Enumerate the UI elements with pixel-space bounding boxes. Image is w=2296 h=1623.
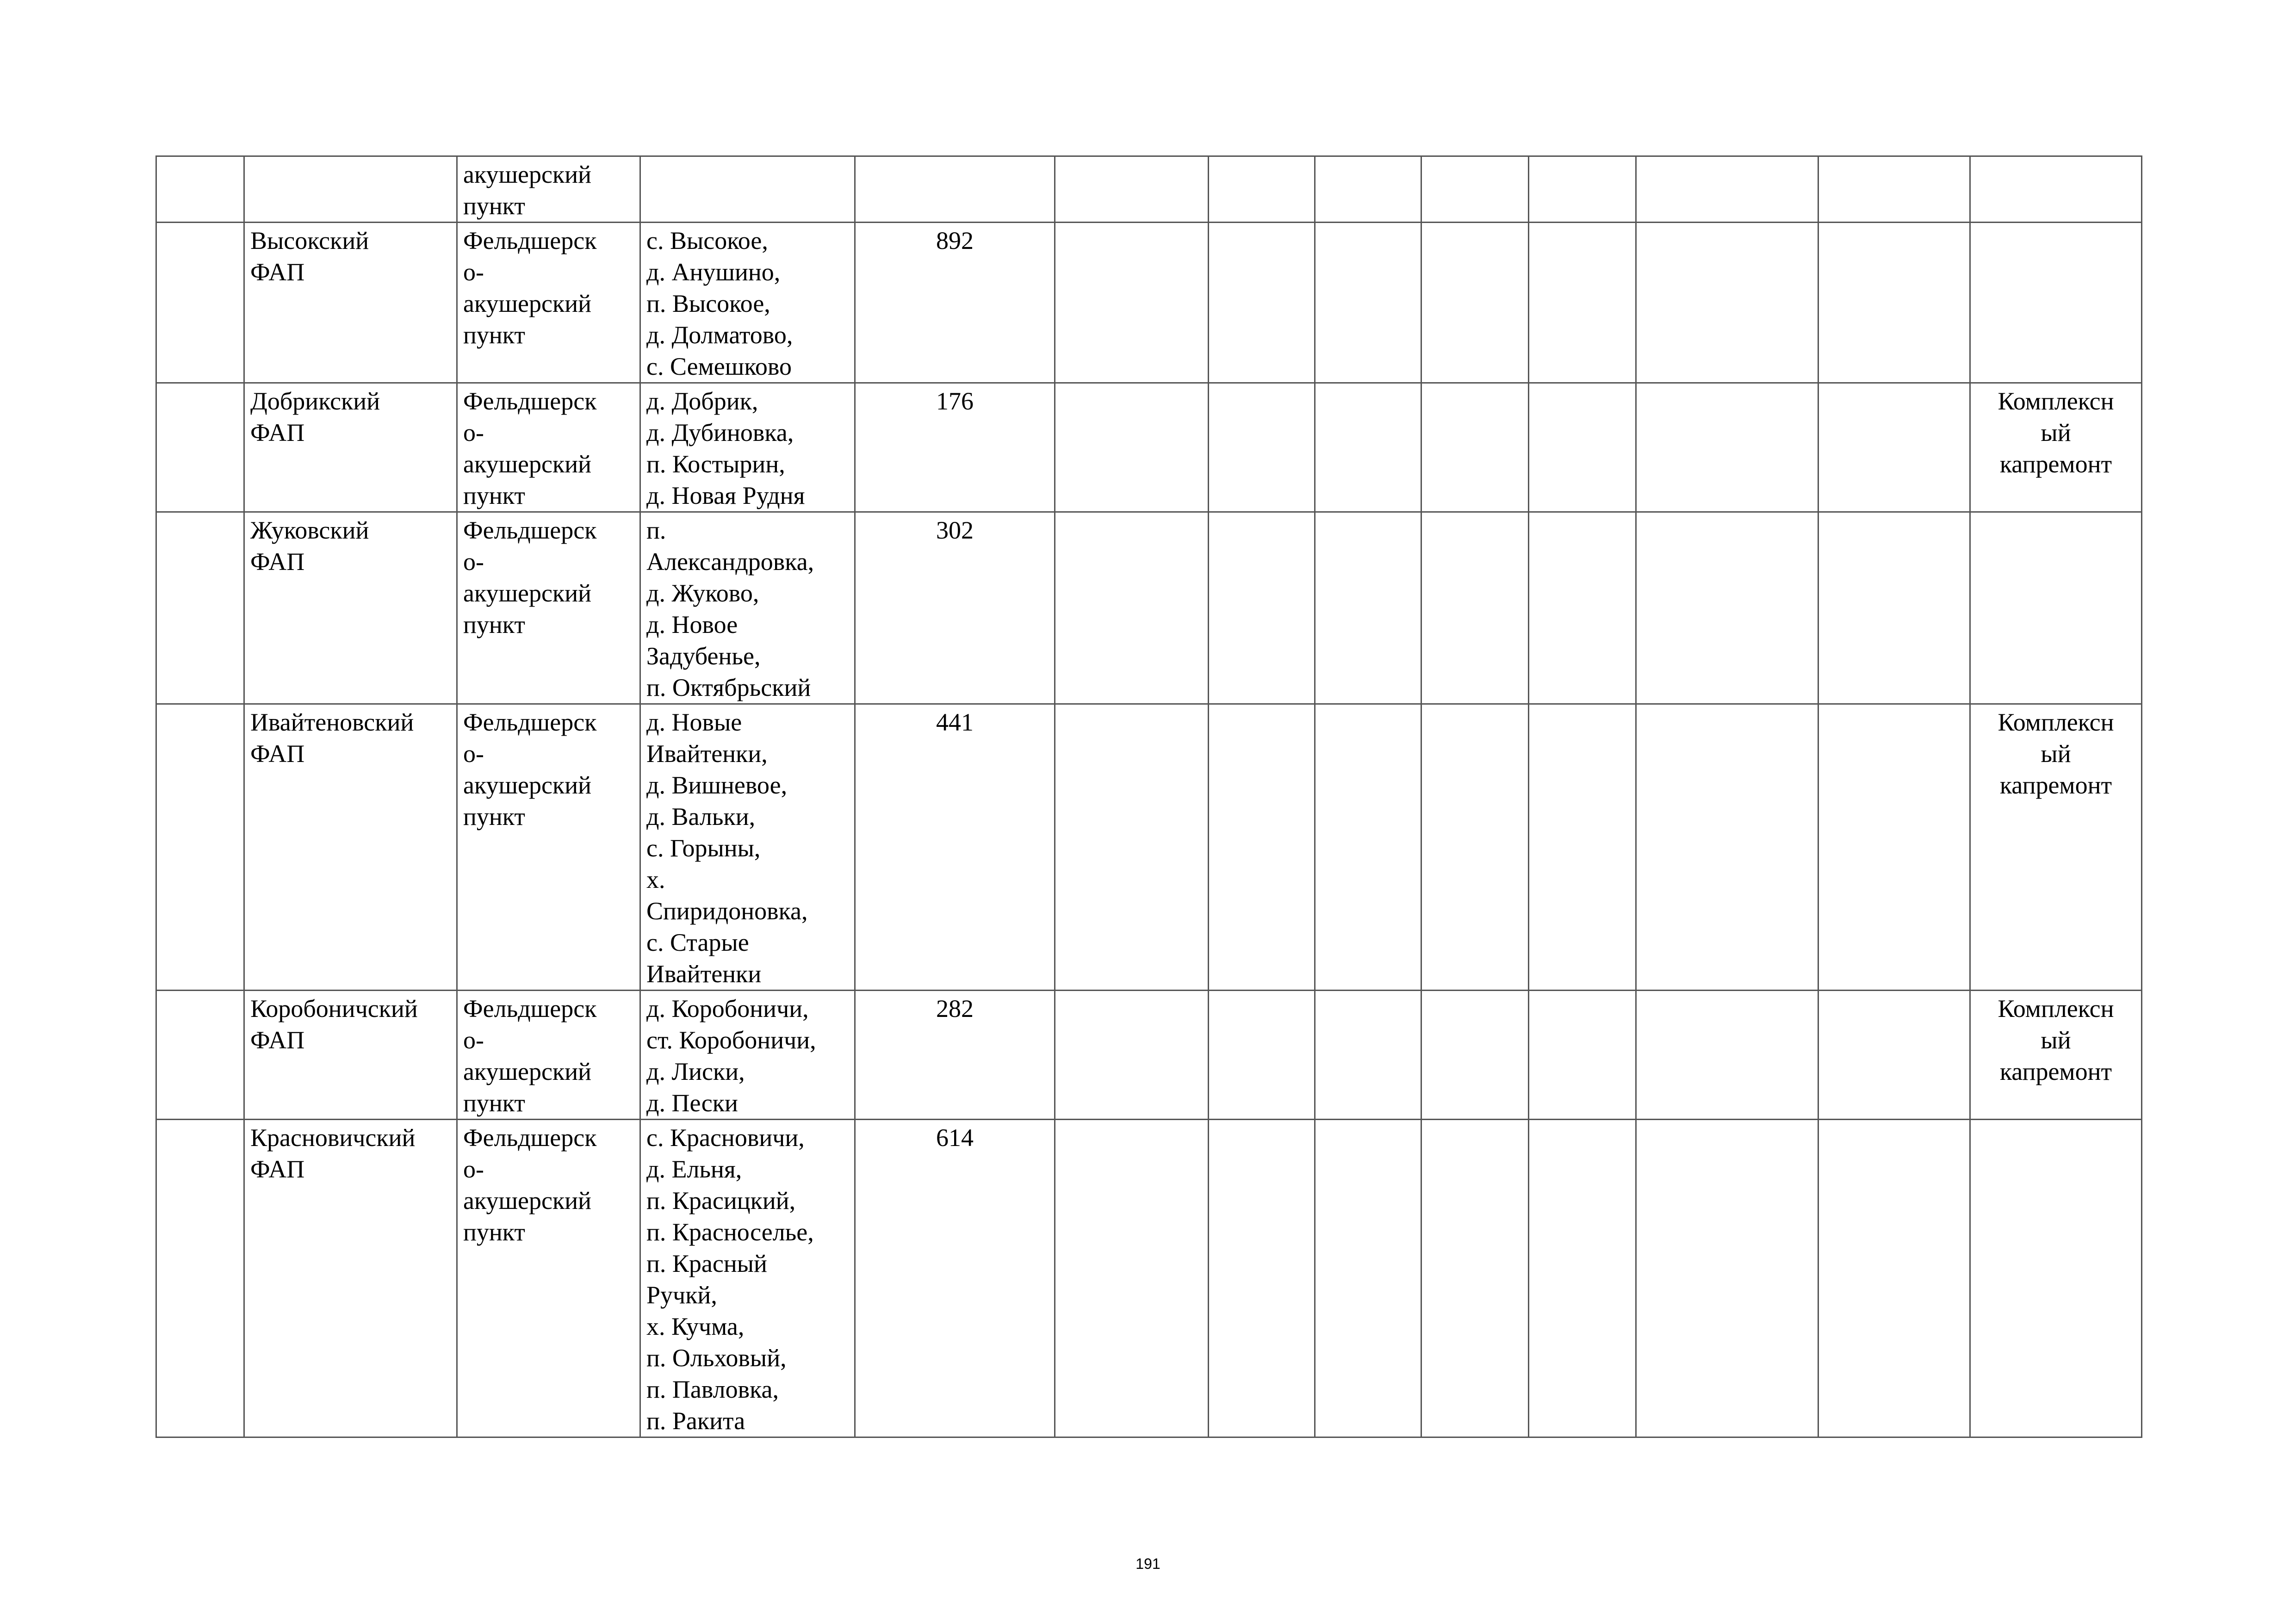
page-number: 191 [1136, 1555, 1160, 1572]
cell-empty [1315, 512, 1421, 704]
cell-facility-type: акушерский пункт [457, 156, 640, 223]
table-row [156, 383, 2142, 512]
table-row [156, 1120, 2142, 1437]
cell-empty [1055, 156, 1209, 223]
cell-empty [1421, 383, 1529, 512]
cell-empty [1209, 991, 1315, 1120]
cell-note: Комплексн ый капремонт [1970, 383, 2142, 512]
cell-empty [1421, 512, 1529, 704]
cell-empty [1818, 223, 1970, 383]
cell-fap-name: Высокский ФАП [244, 223, 457, 383]
cell-population: 302 [855, 512, 1055, 704]
cell-fap-name: Коробоничский ФАП [244, 991, 457, 1120]
cell-empty [1055, 991, 1209, 1120]
cell-population: 441 [855, 704, 1055, 991]
cell-empty [1315, 704, 1421, 991]
cell-empty [1209, 383, 1315, 512]
cell-empty [1055, 383, 1209, 512]
table-body [156, 156, 2142, 1437]
cell-empty [1209, 704, 1315, 991]
cell-empty [1529, 991, 1636, 1120]
cell-settlements: п. Александровка, д. Жуково, д. Новое Задубенье, п. Октябрьский [640, 512, 855, 704]
cell-number [156, 223, 244, 383]
cell-empty [1315, 156, 1421, 223]
cell-empty [1421, 991, 1529, 1120]
cell-population: 892 [855, 223, 1055, 383]
cell-facility-type: Фельдшерск о- акушерский пункт [457, 1120, 640, 1437]
cell-note: Комплексн ый капремонт [1970, 704, 2142, 991]
cell-facility-type: Фельдшерск о- акушерский пункт [457, 991, 640, 1120]
cell-empty [1529, 156, 1636, 223]
cell-empty [1209, 156, 1315, 223]
cell-empty [1636, 512, 1818, 704]
cell-empty [1636, 223, 1818, 383]
table-row [156, 223, 2142, 383]
cell-fap-name [244, 156, 457, 223]
cell-empty [1818, 991, 1970, 1120]
cell-number [156, 704, 244, 991]
cell-empty [1315, 991, 1421, 1120]
cell-population: 282 [855, 991, 1055, 1120]
cell-empty [1421, 156, 1529, 223]
cell-empty [1209, 223, 1315, 383]
cell-facility-type: Фельдшерск о- акушерский пункт [457, 704, 640, 991]
cell-population: 614 [855, 1120, 1055, 1437]
cell-fap-name: Красновичский ФАП [244, 1120, 457, 1437]
cell-empty [1636, 991, 1818, 1120]
cell-empty [1529, 512, 1636, 704]
cell-empty [1209, 512, 1315, 704]
cell-population: 176 [855, 383, 1055, 512]
cell-note [1970, 512, 2142, 704]
cell-empty [1636, 156, 1818, 223]
cell-empty [1818, 512, 1970, 704]
cell-settlements: д. Коробоничи, ст. Коробоничи, д. Лиски, д. Пески [640, 991, 855, 1120]
table-row [156, 156, 2142, 223]
cell-settlements: с. Высокое, д. Анушино, п. Высокое, д. Долматово, с. Семешково [640, 223, 855, 383]
cell-facility-type: Фельдшерск о- акушерский пункт [457, 512, 640, 704]
cell-empty [1421, 223, 1529, 383]
cell-empty [1315, 223, 1421, 383]
cell-empty [1818, 704, 1970, 991]
cell-note [1970, 156, 2142, 223]
cell-empty [1209, 1120, 1315, 1437]
cell-number [156, 383, 244, 512]
cell-empty [1529, 1120, 1636, 1437]
cell-empty [1055, 512, 1209, 704]
cell-empty [1636, 704, 1818, 991]
cell-empty [1421, 1120, 1529, 1437]
cell-empty [1529, 223, 1636, 383]
cell-empty [1636, 1120, 1818, 1437]
cell-empty [1818, 156, 1970, 223]
cell-number [156, 1120, 244, 1437]
cell-empty [1421, 704, 1529, 991]
cell-fap-name: Ивайтеновский ФАП [244, 704, 457, 991]
cell-empty [1055, 223, 1209, 383]
cell-note [1970, 223, 2142, 383]
cell-empty [1315, 1120, 1421, 1437]
cell-facility-type: Фельдшерск о- акушерский пункт [457, 383, 640, 512]
cell-fap-name: Добрикский ФАП [244, 383, 457, 512]
cell-number [156, 156, 244, 223]
cell-settlements: с. Красновичи, д. Ельня, п. Красицкий, п. Красноселье, п. Красный Ручкй, х. Кучма, п. Ольховый, п. Павловка, п. Ракита [640, 1120, 855, 1437]
cell-number [156, 512, 244, 704]
cell-settlements [640, 156, 855, 223]
cell-facility-type: Фельдшерск о- акушерский пункт [457, 223, 640, 383]
fap-table [155, 155, 2142, 1438]
cell-population [855, 156, 1055, 223]
cell-empty [1636, 383, 1818, 512]
cell-empty [1818, 1120, 1970, 1437]
cell-note [1970, 1120, 2142, 1437]
cell-empty [1529, 704, 1636, 991]
cell-note: Комплексн ый капремонт [1970, 991, 2142, 1120]
table-row [156, 704, 2142, 991]
table-row [156, 512, 2142, 704]
cell-empty [1315, 383, 1421, 512]
cell-empty [1055, 1120, 1209, 1437]
cell-empty [1529, 383, 1636, 512]
cell-number [156, 991, 244, 1120]
cell-fap-name: Жуковский ФАП [244, 512, 457, 704]
cell-settlements: д. Добрик, д. Дубиновка, п. Костырин, д. Новая Рудня [640, 383, 855, 512]
table-row [156, 991, 2142, 1120]
cell-settlements: д. Новые Ивайтенки, д. Вишневое, д. Вальки, с. Горыны, х. Спиридоновка, с. Старые Ивайтенки [640, 704, 855, 991]
cell-empty [1818, 383, 1970, 512]
cell-empty [1055, 704, 1209, 991]
